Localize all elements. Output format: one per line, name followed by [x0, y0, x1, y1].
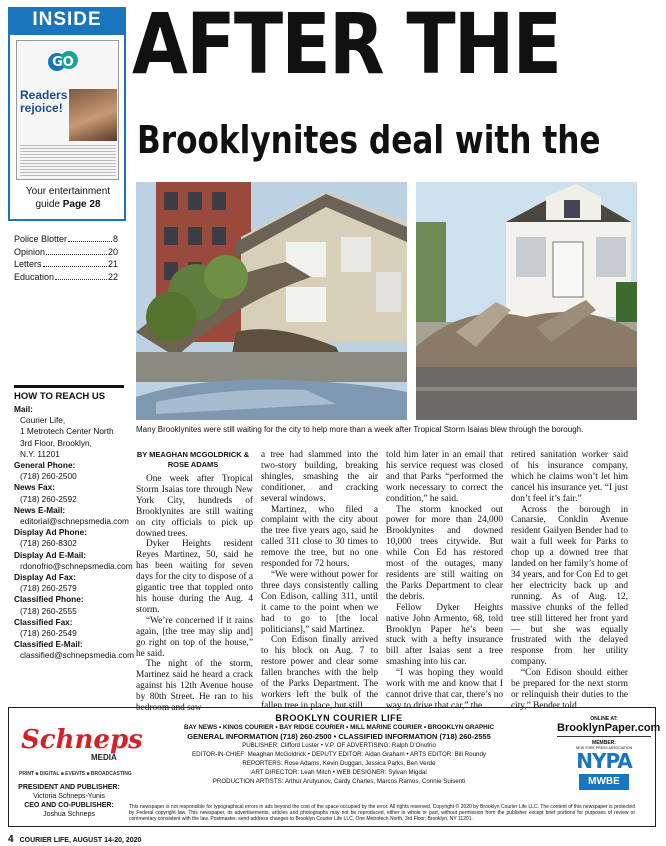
- article-paragraph: a tree had slammed into the two-story building, breaking shingles, smashing the air conditioner, and cracking several windows.: [261, 450, 378, 504]
- toc-label: Education: [14, 271, 55, 282]
- contact-label: General Phone:: [14, 460, 76, 471]
- page-footer: [8, 834, 141, 845]
- article-paragraph: told him later in an email that his service request was closed and that Parks “performed the work necessary to correct the condition,” he said.: [386, 450, 503, 504]
- article-paragraph: “Con Edison should either be prepared for the next storm or relinquish their duties to the city,” Bender told: [511, 668, 628, 711]
- schneps-media-logo[interactable]: [17, 722, 143, 764]
- contact-value: (718) 260-8302: [20, 538, 77, 549]
- contact-value: (718) 260-2592: [20, 493, 77, 504]
- toc-label: Opinion: [14, 246, 46, 257]
- toc-page: 22: [107, 271, 118, 282]
- article-column-4: [511, 450, 628, 712]
- table-of-contents: [14, 234, 118, 284]
- entertainment-line-1: Your entertainment: [25, 186, 111, 197]
- contact-value: rdonofrio@schnepsmedia.com: [20, 560, 133, 571]
- staff-line: PUBLISHER: Clifford Luster • V.P. OF ADVERTISING: Ralph D’Onofrio: [242, 742, 436, 749]
- article-paragraph: Fellow Dyker Heights native John Armento, 68, told Brooklyn Paper he’s been stuck with a hefty insurance bill after Isaias sent a tree smashing into his car.: [386, 602, 503, 668]
- fallen-tree-house-photo: [136, 182, 407, 420]
- contact-value: (718) 260-2579: [20, 583, 77, 594]
- article-paragraph: The storm knocked out power for more than 24,000 Brooklynites and downed 10,000 trees citywide. But while Con Ed has restored most of the outages, many residents are still waiting on the Parks Department to clear the debris.: [386, 504, 503, 602]
- staff-line: EDITOR-IN-CHIEF: Meaghan McGoldrick • DEPUTY EDITOR: Aidan Graham • ARTS EDITOR: Bill Roundy: [192, 751, 486, 758]
- contact-value: classified@schnepsmedia.com: [20, 650, 135, 661]
- contact-value: Courier Life,: [20, 415, 66, 426]
- toc-leader: [43, 266, 107, 267]
- toc-leader: [68, 241, 112, 242]
- contact-label: Classified Fax:: [14, 616, 73, 627]
- entertainment-page: Page 28: [62, 199, 101, 210]
- masthead-box: [8, 707, 661, 827]
- article-column-2: [261, 450, 378, 712]
- nypa-logo: NYPA: [576, 749, 632, 773]
- photo-caption: Many Brooklynites were still waiting for the city to help more than a week after Tropical Storm Isaias blew through the borough.: [136, 425, 584, 434]
- masthead-publications: BAY NEWS • KINGS COURIER • BAY RIDGE COURIER • MILL MARINE COURIER • BROOKLYN GRAPHIC: [183, 724, 495, 731]
- article-paragraph: Con Edison finally arrived to his block on Aug. 7 to restore power and clear some fallen branches with the help of the Parks Department. The workers left the bulk of the fallen tree in place, but still: [261, 635, 378, 711]
- article-paragraph: “We’re concerned if it rains again, [the tree may slip and] go right on top of the house,” he said.: [136, 615, 253, 659]
- logo-wordmark: Schneps: [21, 725, 143, 755]
- ceo-name: Joshua Schneps: [43, 811, 95, 818]
- contact-value: (718) 260-2549: [20, 628, 77, 639]
- contact-label: Classified Phone:: [14, 594, 84, 605]
- online-url-link[interactable]: BrooklynPaper.com: [557, 722, 651, 737]
- toc-page: 20: [107, 246, 118, 257]
- toc-item[interactable]: [14, 247, 118, 260]
- nypa-subtitle: NEW YORK PRESS ASSOCIATION: [575, 746, 633, 750]
- contact-value: editorial@schnepsmedia.com: [20, 516, 129, 527]
- legal-disclaimer: This newspaper is not responsible for typographical errors in ads beyond the cost of the space occupied by the error. All rights reserved. Copyright © 2020 by Brooklyn Courier Life LLC. The content of this newspaper is protected by Federal copyright law. This newspaper, its advertisements, articles and photographs may not be reproduced, either in whole or part, without permission from the publisher except brief portions for purposes of review or commentary consistent with the law. Postmaster, send address changes to Brooklyn Courier Life LLC, One Metrotech North, 3rd Floor, Brooklyn, NY 11201.: [129, 804, 635, 822]
- inside-label: INSIDE: [8, 7, 126, 33]
- article-paragraph: Across the borough in Canarsie, Conklin Avenue resident Gailyen Bender had to wait a full week for Parks to chop up a downed tree that landed on her family’s home of 34 years, and for Con Ed to get her electricity back up and running. As of Aug. 12, massive chunks of the felled tree still littered her front yard — but she was equally frustrated with the delayed response from her utility company.: [511, 504, 628, 668]
- go-logo-text: GO: [52, 55, 74, 70]
- contact-label: Classified E-Mail:: [14, 639, 83, 650]
- staff-line: PRODUCTION ARTISTS: Arthur Arutyunov, Cardy Charles, Marcos Ramos, Connie Suisenti: [212, 778, 466, 785]
- online-label: ONLINE AT:: [590, 716, 618, 722]
- entertainment-guide-promo: [16, 185, 120, 211]
- contact-label: News Fax:: [14, 482, 56, 493]
- contact-list: [14, 404, 135, 662]
- contact-value: (718) 260-2500: [20, 471, 77, 482]
- go-section-thumbnail: [16, 40, 119, 180]
- contact-label: Display Ad Phone:: [14, 527, 87, 538]
- toc-label: Police Blotter: [14, 234, 68, 244]
- toc-page: 21: [107, 259, 118, 269]
- fallen-tree-cottage-photo: [416, 182, 637, 420]
- ceo-label: CEO AND CO-PUBLISHER:: [24, 802, 114, 809]
- toc-label: Letters: [14, 259, 42, 269]
- thumb-portrait-image: [69, 89, 117, 141]
- contact-label: Mail:: [14, 404, 33, 414]
- thumb-body-text: [20, 145, 116, 177]
- masthead-center: [129, 714, 549, 786]
- contact-label: Display Ad E-Mail:: [14, 549, 87, 560]
- byline: [136, 450, 250, 470]
- toc-item[interactable]: [14, 259, 118, 272]
- toc-leader: [55, 279, 107, 280]
- member-label: MEMBER:: [592, 740, 616, 746]
- contact-label: Display Ad Fax:: [14, 572, 76, 583]
- contact-label: News E-Mail:: [14, 504, 66, 515]
- article-paragraph: Martinez, who filed a complaint with the city about the tree five years ago, said he called 311 close to 30 times to remove the tree, but no one responded for 72 hours.: [261, 504, 378, 570]
- article-paragraph: Dyker Heights resident Reyes Martinez, 50, said he has been waiting for seven days for the city to dispose of a gigantic tree that toppled onto his house during the Aug. 4 storm.: [136, 539, 253, 615]
- contact-value: (718) 260-2555: [20, 605, 77, 616]
- contact-value: N.Y. 11201: [20, 448, 60, 459]
- entertainment-line-2: guide: [35, 199, 63, 210]
- article-paragraph: retired sanitation worker said of his insurance company, which he claims won’t let him cancel his insurance yet. “I just don’t feel it’s fair.”: [511, 450, 628, 504]
- article-paragraph: The night of the storm, Martinez said he heard a crack against his 12th Avenue house by 80th Street. He ran to his bedroom and saw: [136, 659, 253, 714]
- go-logo-icon: [47, 47, 79, 75]
- staff-line: ART DIRECTOR: Leah Mitch • WEB DESIGNER: Sylvan Migdal: [251, 769, 427, 776]
- byline-line-1: BY MEAGHAN MCGOLDRICK &: [136, 450, 250, 459]
- mwbe-badge: MWBE: [579, 774, 629, 790]
- page-number: 4: [8, 834, 14, 845]
- article-column-1: [136, 474, 253, 714]
- article-paragraph: One week after Tropical Storm Isaias tore through New York City, hundreds of Brooklynites are still waiting on city officials to pick up downed trees.: [136, 474, 253, 539]
- contact-value: 1 Metrotech Center North: [20, 426, 114, 437]
- staff-line: REPORTERS: Rose Adams, Kevin Duggan, Jessica Parks, Ben Verde: [242, 760, 436, 767]
- logo-media: MEDIA: [91, 753, 117, 762]
- contact-value: 3rd Floor, Brooklyn,: [20, 437, 92, 448]
- article-column-3: [386, 450, 503, 712]
- president-label: PRESIDENT AND PUBLISHER:: [18, 784, 120, 791]
- subheadline: Brooklynites deal with the: [137, 118, 601, 162]
- masthead-right: [557, 716, 661, 790]
- toc-item[interactable]: [14, 272, 118, 285]
- footer-issue: COURIER LIFE, AUGUST 14-20, 2020: [19, 837, 142, 844]
- thumb-headline: Readers rejoice!: [20, 88, 68, 115]
- masthead-general-info: GENERAL INFORMATION (718) 260-2500 • CLASSIFIED INFORMATION (718) 260-2555: [187, 732, 491, 741]
- toc-item[interactable]: [14, 234, 118, 247]
- toc-leader: [46, 254, 107, 255]
- headline: AFTER THE: [132, 0, 561, 93]
- article-paragraph: “We were without power for three days consistently calling Con Edison, calling 311, until it came to the point when we had to go to [the local politicians],” said Martinez.: [261, 569, 378, 635]
- logo-tagline: PRINT ■ DIGITAL ■ EVENTS ■ BROADCASTING: [19, 771, 132, 777]
- how-to-reach-heading: HOW TO REACH US: [14, 385, 124, 402]
- byline-line-2: ROSE ADAMS: [167, 460, 219, 469]
- president-name: Victoria Schneps-Yunis: [33, 793, 105, 800]
- article-paragraph: “I was hoping they would work with me and know that I cannot drive that car, there’s no way to drive that car,” the: [386, 668, 503, 711]
- inside-promo-box[interactable]: [8, 33, 126, 221]
- masthead-title: BROOKLYN COURIER LIFE: [275, 713, 403, 723]
- publisher-block: [13, 783, 125, 819]
- toc-page: 8: [112, 234, 118, 244]
